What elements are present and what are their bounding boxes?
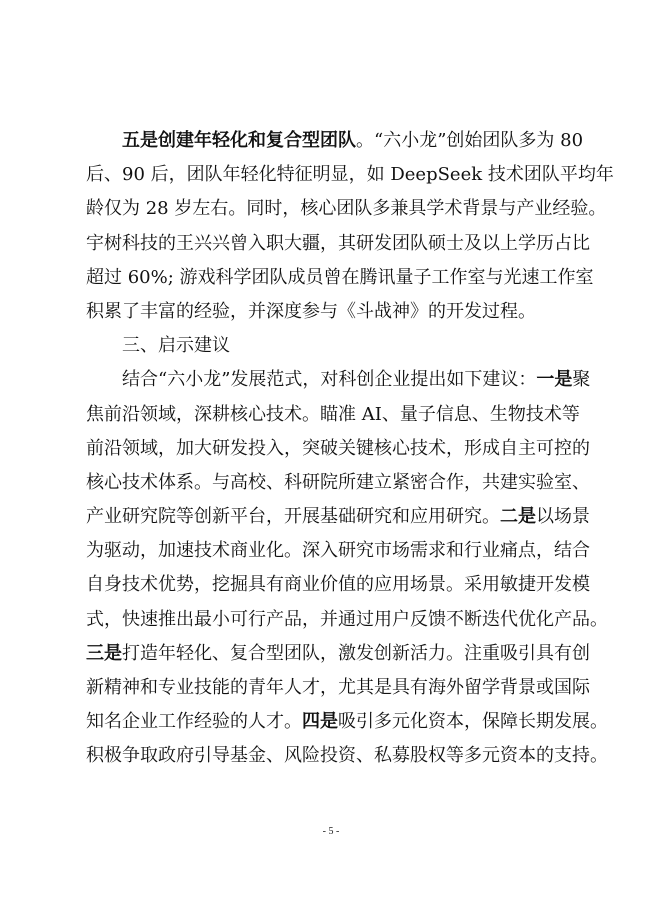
recommend-line-12: 积极争取政府引导基金、风险投资、私募股权等多元资本的支持。 <box>86 745 608 767</box>
bold-marker: 一是 <box>536 369 573 391</box>
recommend-line-10: 新精神和专业技能的青年人才，尤其是具有海外留学背景或国际 <box>86 677 590 698</box>
recommend-line-11 <box>86 705 608 739</box>
paragraph-text: 聚 <box>572 369 591 391</box>
recommend-line-3: 前沿领域，加大研发投入，突破关键核心技术，形成自主可控的 <box>86 437 590 459</box>
section-heading: 三、启示建议 <box>122 335 230 357</box>
bold-marker: 三是 <box>86 642 122 664</box>
recommend-line-6: 为驱动，加速技术商业化。深入研究市场需求和行业痛点，结合 <box>86 540 590 562</box>
document-body <box>86 124 614 774</box>
paragraph-5-line-1 <box>86 124 584 158</box>
bold-marker: 四是 <box>302 711 338 733</box>
recommend-line-9 <box>86 637 590 671</box>
paragraph-5-line-2: 后、90 后，团队年轻化特征明显，如 DeepSeek 技术团队平均年 <box>86 164 614 186</box>
recommend-line-7: 自身技术优势，挖掘具有商业价值的应用场景。采用敏捷开发模 <box>86 574 590 596</box>
recommend-line-1 <box>86 363 591 397</box>
paragraph-5-line-3: 龄仅为 28 岁左右。同时，核心团队多兼具学术背景与产业经验。 <box>86 198 607 220</box>
bold-marker: 二是 <box>500 506 536 528</box>
paragraph-text: 结合“六小龙”发展范式，对科创企业提出如下建议： <box>122 369 537 391</box>
recommend-line-8: 式，快速推出最小可行产品，并通过用户反馈不断迭代优化产品。 <box>86 608 608 630</box>
recommend-line-4: 核心技术体系。与高校、科研院所建立紧密合作，共建实验室、 <box>86 471 590 493</box>
paragraph-5-line-4: 宇树科技的王兴兴曾入职大疆，其研发团队硕士及以上学历占比 <box>86 232 590 254</box>
paragraph-5-line-5: 超过 60%; 游戏科学团队成员曾在腾讯量子工作室与光速工作室 <box>86 266 594 288</box>
recommend-line-5 <box>86 500 590 534</box>
paragraph-text: 知名企业工作经验的人才。 <box>86 711 302 733</box>
paragraph-text: 打造年轻化、复合型团队，激发创新活力。注重吸引具有创 <box>122 642 590 664</box>
paragraph-5-line-6: 积累了丰富的经验，并深度参与《斗战神》的开发过程。 <box>86 300 536 322</box>
paragraph-text: 以场景 <box>536 506 590 528</box>
paragraph-text: 产业研究院等创新平台，开展基础研究和应用研究。 <box>86 506 500 528</box>
paragraph-text: 。“六小龙”创始团队多为 80 <box>356 130 584 151</box>
lead-bold-text: 五是创建年轻化和复合型团队 <box>122 130 356 151</box>
page-number: - 5 - <box>322 826 340 837</box>
recommend-line-2: 焦前沿领域，深耕核心技术。瞄准 AI、量子信息、生物技术等 <box>86 403 580 425</box>
paragraph-text: 吸引多元化资本，保障长期发展。 <box>338 711 608 733</box>
